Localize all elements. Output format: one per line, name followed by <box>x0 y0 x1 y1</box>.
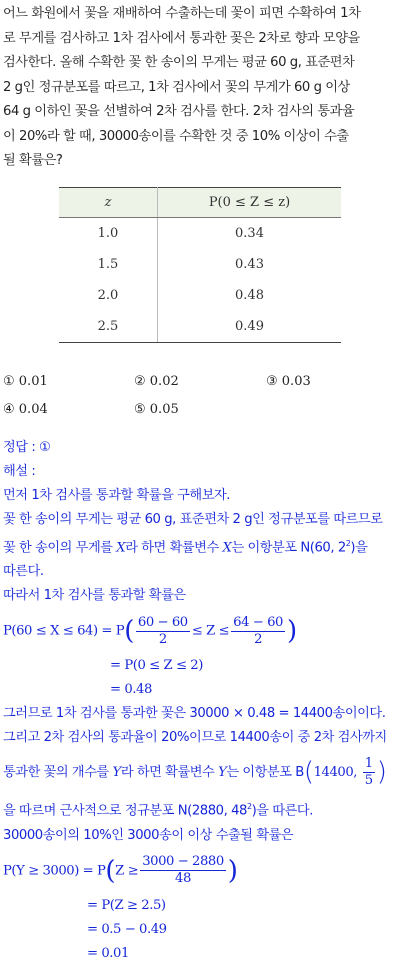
choice-5[interactable]: ⑤ 0.05 <box>134 402 179 417</box>
problem-line: 검사한다. 올해 수확한 꽃 한 송이의 무게는 평균 60 g, 표준편차 <box>3 55 355 70</box>
table-row <box>59 218 341 250</box>
equation-step: = 0.01 <box>87 945 129 961</box>
table-row <box>59 280 341 311</box>
table-cell-p: 0.49 <box>158 311 342 343</box>
problem-text <box>3 2 397 174</box>
problem-line: 이 20%라 할 때, 30000송이를 수확한 것 중 10% 이상이 수출 <box>3 128 349 144</box>
solution-header: 해설 : <box>3 464 36 479</box>
problem-line: 로 무게를 검사하고 1차 검사에서 통과한 꽃은 2차로 향과 모양을 <box>3 30 360 46</box>
solution-line: 통과한 꽃의 개수를 Y라 하면 확률변수 Y는 이항분포 B(14400, $\frac{1}{5}$ ) <box>3 755 387 788</box>
solution-line: 먼저 1차 검사를 통과할 확률을 구해보자. <box>3 488 231 503</box>
problem-line: 어느 화원에서 꽃을 재배하여 수출하는데 꽃이 피면 수확하여 1차 <box>3 6 361 21</box>
table-cell-p: 0.48 <box>235 288 264 303</box>
table-cell-z: 1.5 <box>59 249 158 280</box>
solution-line: 그러므로 1차 검사를 통과한 꽃은 30000 × 0.48 = 14400송이이다. <box>3 706 386 722</box>
table-cell-p: 0.43 <box>235 257 264 272</box>
equation-export: P(Y ≥ 3000) = P(Z ≥ $\frac{3000 - 2880}{48}$ ) <box>3 854 238 887</box>
solution-line: 꽃 한 송이의 무게는 평균 60 g, 표준편차 2 g인 정규분포를 따르므로 <box>3 512 383 527</box>
answer-choices <box>3 368 397 424</box>
problem-line: 될 확률은? <box>3 153 63 168</box>
equation-first-test: P(60 ≤ X ≤ 64) = P( $\frac{60 - 60}{2}$ ≤ Z ≤ $\frac{64 - 60}{2}$ ) <box>3 614 297 647</box>
solution-line: 따른다. <box>3 564 44 580</box>
solution-line: 그리고 2차 검사의 통과율이 20%이므로 14400송이 중 2차 검사까지 <box>3 730 387 746</box>
solution-line: 을 따르며 근사적으로 정규분포 N(2880, $48^2$)을 따른다. <box>3 802 313 819</box>
table-cell-z: 2.0 <box>59 280 158 311</box>
solution <box>3 436 397 966</box>
table-cell-z: 1.0 <box>59 218 158 250</box>
choice-4[interactable]: ④ 0.04 <box>3 402 48 417</box>
solution-line: 30000송이의 10%인 3000송이 이상 수출될 확률은 <box>3 827 294 843</box>
table-cell-p: 0.34 <box>235 226 264 241</box>
table-header-probability: P(0 ≤ Z ≤ z) <box>158 188 342 218</box>
solution-line: 따라서 1차 검사를 통과할 확률은 <box>3 588 186 604</box>
normal-distribution-table <box>59 187 341 343</box>
table-header-row <box>59 188 341 218</box>
solution-line: 꽃 한 송이의 무게를 X라 하면 확률변수 X는 이항분포 N(60, $2^2$)을 <box>3 539 368 556</box>
equation-step: = 0.48 <box>110 682 152 698</box>
table-cell-z: 2.5 <box>59 311 158 343</box>
equation-step: = 0.5 − 0.49 <box>87 921 167 937</box>
problem-line: 2 g인 정규분포를 따르고, 1차 검사에서 꽃의 무게가 60 g 이상 <box>3 79 350 95</box>
problem-line: 64 g 이하인 꽃을 선별하여 2차 검사를 한다. 2차 검사의 통과율 <box>3 104 355 119</box>
table-header-z: z <box>59 188 158 218</box>
choice-1[interactable]: ① 0.01 <box>3 374 48 389</box>
table-row <box>59 311 341 343</box>
table-row <box>59 249 341 280</box>
equation-step: = P(0 ≤ Z ≤ 2) <box>110 658 203 674</box>
equation-step: = P(Z ≥ 2.5) <box>87 897 166 913</box>
choice-3[interactable]: ③ 0.03 <box>266 374 311 389</box>
answer-line: 정답 : ① <box>3 440 51 455</box>
choice-2[interactable]: ② 0.02 <box>134 374 179 389</box>
